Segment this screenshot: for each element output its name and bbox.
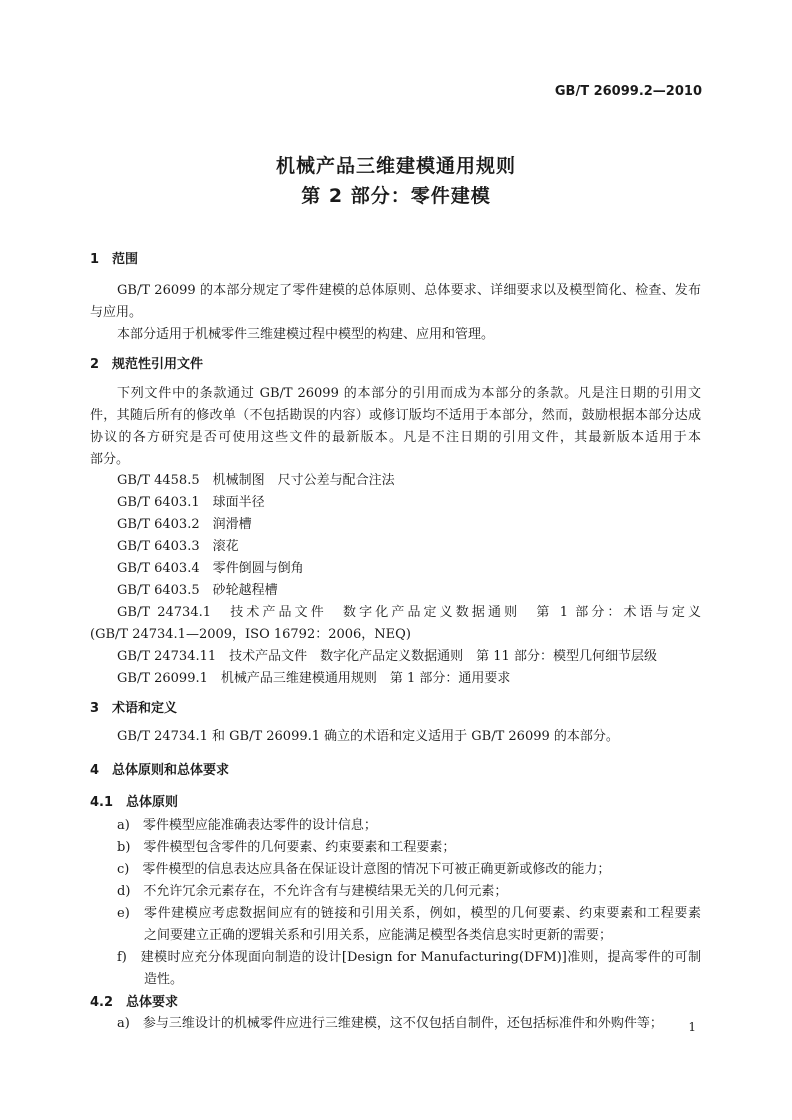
section-2-paragraph-line-2: 件，其随后所有的修改单（不包括勘误的内容）或修订版均不适用于本部分，然而，鼓励根据本部分达成	[90, 408, 701, 423]
section-3-paragraph: GB/T 24734.1 和 GB/T 26099.1 确立的术语和定义适用于 GB/T 26099 的本部分。	[117, 729, 619, 744]
section-1-paragraph-line-1: GB/T 26099 的本部分规定了零件建模的总体原则、总体要求、详细要求以及模型简化、检查、发布	[117, 283, 701, 298]
section-2-paragraph-line-4: 部分。	[90, 452, 130, 467]
page-number: 1	[688, 1020, 696, 1034]
reference-item: GB/T 6403.4 零件倒圆与倒角	[117, 561, 304, 576]
list-item: e) 零件建模应考虑数据间应有的链接和引用关系，例如，模型的几何要素、约束要素和工程要素	[117, 906, 701, 921]
reference-item: GB/T 6403.1 球面半径	[117, 495, 265, 510]
list-item: f) 建模时应充分体现面向制造的设计[Design for Manufacturing(DFM)]准则，提高零件的可制	[117, 950, 701, 965]
list-item: a) 参与三维设计的机械零件应进行三维建模，这不仅包括自制件，还包括标准件和外购件等；	[117, 1016, 663, 1031]
section-4-1-heading: 4.1 总体原则	[90, 795, 179, 810]
section-1-paragraph-2: 本部分适用于机械零件三维建模过程中模型的构建、应用和管理。	[117, 327, 495, 342]
list-item-continuation: 造性。	[144, 972, 184, 987]
section-3-heading: 3 术语和定义	[90, 701, 178, 716]
section-1-paragraph-line-2: 与应用。	[90, 305, 143, 320]
section-2-paragraph-line-1: 下列文件中的条款通过 GB/T 26099 的本部分的引用而成为本部分的条款。凡是注日期的引用文	[117, 386, 701, 401]
reference-item: GB/T 26099.1 机械产品三维建模通用规则 第 1 部分：通用要求	[117, 671, 511, 686]
list-item: a) 零件模型应能准确表达零件的设计信息；	[117, 818, 377, 833]
section-4-2-heading: 4.2 总体要求	[90, 995, 179, 1010]
reference-item: GB/T 6403.3 滚花	[117, 539, 239, 554]
list-item: b) 零件模型包含零件的几何要素、约束要素和工程要素；	[117, 840, 456, 855]
reference-item: GB/T 4458.5 机械制图 尺寸公差与配合注法	[117, 473, 395, 488]
list-item: c) 零件模型的信息表达应具备在保证设计意图的情况下可被正确更新或修改的能力；	[117, 862, 611, 877]
reference-item-continuation: (GB/T 24734.1—2009，ISO 16792：2006，NEQ)	[90, 627, 411, 642]
section-2-paragraph-line-3: 协议的各方研究是否可使用这些文件的最新版本。凡是不注日期的引用文件，其最新版本适用于本	[90, 430, 701, 445]
document-title-line-2: 第 2 部分：零件建模	[301, 185, 491, 207]
reference-item: GB/T 6403.5 砂轮越程槽	[117, 583, 278, 598]
section-2-heading: 2 规范性引用文件	[90, 357, 204, 372]
reference-item: GB/T 6403.2 润滑槽	[117, 517, 252, 532]
reference-item: GB/T 24734.1 技术产品文件 数字化产品定义数据通则 第 1 部分：术语与定义	[117, 605, 701, 620]
list-item-continuation: 之间要建立正确的逻辑关系和引用关系，应能满足模型各类信息实时更新的需要；	[144, 928, 613, 943]
section-1-heading: 1 范围	[90, 252, 139, 267]
document-title-line-1: 机械产品三维建模通用规则	[275, 155, 516, 177]
reference-item: GB/T 24734.11 技术产品文件 数字化产品定义数据通则 第 11 部分：模型几何细节层级	[117, 649, 657, 664]
list-item: d) 不允许冗余元素存在，不允许含有与建模结果无关的几何元素；	[117, 884, 508, 899]
standard-number: GB/T 26099.2—2010	[554, 84, 702, 99]
section-4-heading: 4 总体原则和总体要求	[90, 763, 230, 778]
